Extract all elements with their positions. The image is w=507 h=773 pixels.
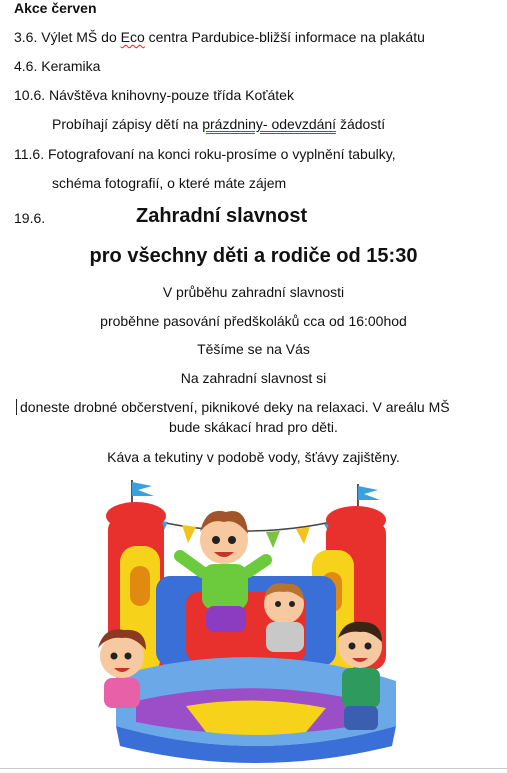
event-line-3-continuation bbox=[52, 116, 385, 132]
festival-line: proběhne pasování předškoláků cca od 16:00hod bbox=[100, 313, 407, 329]
bouncy-castle-kids-illustration bbox=[96, 476, 408, 772]
festival-line: bude skákací hrad pro děti. bbox=[169, 419, 338, 435]
spellcheck-flagged-word: Eco bbox=[120, 29, 145, 45]
event-line-4 bbox=[14, 146, 396, 162]
event-text-post: centra Pardubice-bližší informace na plakátu bbox=[144, 29, 425, 45]
event-text: Keramika bbox=[41, 58, 101, 74]
event-line-1 bbox=[14, 29, 425, 45]
festival-line: Káva a tekutiny v podobě vody, šťávy zajištěny. bbox=[107, 449, 400, 465]
event-text: Návštěva knihovny-pouze třída Koťátek bbox=[49, 87, 294, 103]
event-line-2 bbox=[14, 58, 100, 74]
festival-title: Zahradní slavnost bbox=[136, 205, 308, 227]
event-text: Fotografovaní na konci roku-prosíme o vyplnění tabulky, bbox=[48, 146, 396, 162]
festival-line: Na zahradní slavnost si bbox=[180, 370, 327, 386]
event-date: 10.6. bbox=[14, 87, 46, 103]
event-date: 3.6. bbox=[14, 29, 38, 45]
festival-date: 19.6. bbox=[14, 210, 46, 226]
page-heading: Akce červen bbox=[14, 0, 97, 16]
festival-line: Těšíme se na Vás bbox=[197, 341, 310, 357]
page-divider bbox=[0, 768, 507, 769]
event-date: 4.6. bbox=[14, 58, 38, 74]
event-date: 11.6. bbox=[14, 146, 45, 162]
festival-line: V průběhu zahradní slavnosti bbox=[162, 284, 345, 300]
event-line-3 bbox=[14, 87, 294, 103]
continuation-text-post: žádostí bbox=[336, 116, 386, 132]
event-text-pre: Výlet MŠ do bbox=[41, 29, 121, 45]
continuation-text-pre: Probíhají zápisy dětí na bbox=[52, 116, 203, 132]
festival-line: doneste drobné občerstvení, piknikové deky na relaxaci. V areálu MŠ bbox=[20, 399, 450, 415]
text-cursor bbox=[16, 399, 17, 415]
festival-subtitle: pro všechny děti a rodiče od 15:30 bbox=[89, 245, 418, 267]
event-line-4-continuation: schéma fotografií, o které máte zájem bbox=[52, 175, 287, 191]
grammar-flagged-phrase: prázdniny- odevzdání bbox=[202, 116, 337, 132]
